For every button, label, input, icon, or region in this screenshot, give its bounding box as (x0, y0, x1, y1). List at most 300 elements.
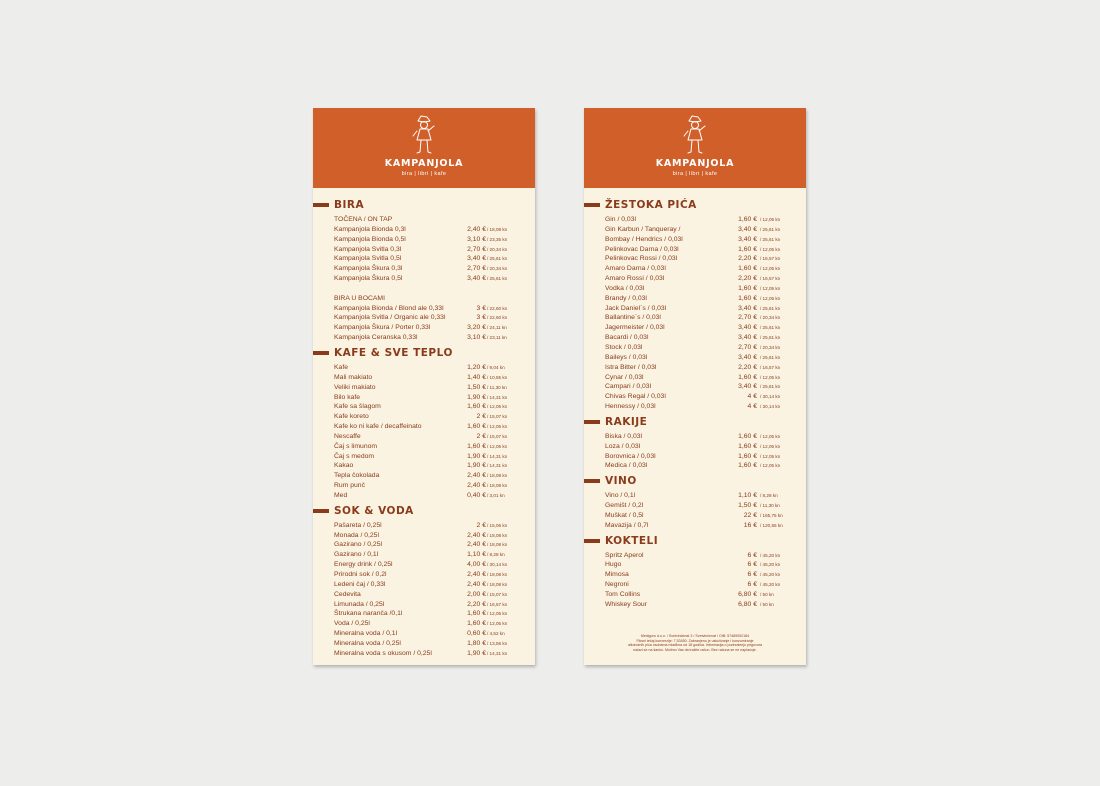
section-subtitle: BIRA U BOCAMI (334, 294, 385, 302)
item-name: Veliki makiato (334, 383, 376, 391)
item-name: Borovnica / 0,03l (605, 452, 656, 460)
menu-item (334, 580, 515, 590)
item-name: Baileys / 0,03l (605, 353, 648, 361)
item-name: Kampanjola Svitla 0,3l (334, 245, 402, 253)
item-name: Tepla čokolada (334, 472, 380, 480)
item-name: Chivas Regal / 0,03l (605, 393, 666, 401)
menu-item (334, 432, 515, 442)
section-title-text: RAKIJE (605, 415, 648, 428)
menu-header (313, 108, 535, 188)
menu-item (334, 363, 515, 373)
item-price-kn: / 18,08 kn (487, 542, 508, 548)
item-name: Rum punč (334, 482, 365, 490)
item-name: Pelinkovac Darna / 0,03l (605, 245, 679, 253)
item-price-kn: / 30,14 kn (760, 394, 781, 400)
menu-item (334, 471, 515, 481)
menu-item (334, 521, 515, 531)
item-price-eur: 6 € (747, 581, 757, 589)
menu-item (334, 639, 515, 649)
menu-section (584, 475, 806, 530)
item-price-kn: / 18,08 kn (487, 572, 508, 577)
item-name: Energy drink / 0,25l (334, 561, 393, 569)
item-name: Cynar / 0,03l (605, 373, 644, 381)
item-name: Kampanjola Bionda 0,3l (334, 225, 406, 233)
item-price-eur: 2,70 € (467, 245, 486, 253)
item-price-kn: / 22,60 kn (487, 315, 508, 321)
item-name: Jagermeister / 0,03l (605, 324, 665, 332)
item-price-eur: 3,40 € (467, 275, 486, 283)
item-name: Med (334, 491, 348, 499)
menu-item (605, 511, 786, 521)
item-price-eur: 1,60 € (467, 620, 486, 628)
menu-item (605, 590, 786, 600)
section-title (313, 199, 535, 213)
menu-item (605, 382, 786, 392)
menu-item (605, 402, 786, 412)
menu-item (605, 570, 786, 580)
brand-tagline: bira | libri | kafe (672, 171, 718, 177)
item-price-kn: / 120,55 kn (760, 522, 783, 528)
menu-item (605, 304, 786, 314)
menu-item (605, 452, 786, 462)
item-name: Amaro Darna / 0,03l (605, 265, 666, 273)
menu-item (605, 333, 786, 343)
menu-item (605, 313, 786, 323)
section-bar (313, 509, 329, 513)
item-price-eur: 1,60 € (738, 245, 757, 253)
item-price-kn: / 14,31 kn (487, 463, 508, 469)
section-title-text: KAFE & SVE TEPLO (334, 346, 453, 359)
item-name: Kafe sa šlagom (334, 403, 381, 411)
section-subtitle: TOČENA / ON TAP (334, 216, 393, 223)
legal-footer (594, 634, 796, 652)
item-price-eur: 1,60 € (467, 610, 486, 618)
menu-item (605, 551, 786, 561)
item-price-eur: 3,40 € (738, 235, 757, 243)
menu-item (605, 245, 786, 255)
menu-item (334, 304, 515, 314)
item-price-eur: 1,60 € (738, 442, 757, 450)
section-bar (584, 539, 600, 543)
item-price-kn: / 18,08 kn (487, 581, 508, 587)
item-name: Čaj s limunom (334, 442, 378, 450)
menu-card-right (584, 108, 806, 665)
item-price-kn: / 14,31 kn (487, 650, 508, 656)
menu-item (605, 363, 786, 373)
menu-item (334, 550, 515, 560)
menu-item (334, 225, 515, 235)
brand-name: KAMPANJOLA (384, 158, 464, 169)
item-price-eur: 2 € (476, 413, 486, 421)
menu-item (605, 264, 786, 274)
item-name: Monada / 0,25l (334, 531, 379, 539)
menu-item (334, 412, 515, 422)
item-name: Štrukana naranča /0,1l (334, 610, 403, 618)
item-price-kn: / 45,20 kn (760, 572, 781, 578)
menu-item (605, 461, 786, 471)
item-price-eur: 2,70 € (738, 314, 757, 322)
menu-item (605, 521, 786, 531)
item-name: Hennessy / 0,03l (605, 403, 656, 411)
menu-body-right (584, 188, 806, 610)
item-price-kn: / 11,30 kn (487, 384, 507, 390)
item-name: Kampanjola Škura 0,5l (334, 275, 403, 283)
item-price-kn: / 20,34 kn (760, 315, 781, 321)
item-name: Nescaffe (334, 432, 361, 440)
item-price-eur: 4 € (747, 393, 757, 401)
item-name: Gin / 0,03l (605, 216, 636, 223)
menu-item (334, 481, 515, 491)
item-price-kn: / 23,35 kn (487, 236, 508, 242)
menu-item (605, 235, 786, 245)
item-price-kn: / 25,61 kn (760, 236, 781, 242)
item-name: Kampanjola Bionda 0,5l (334, 235, 406, 243)
item-price-kn: / 12,05 kn (487, 621, 508, 627)
section-title (584, 416, 806, 430)
item-price-eur: 16 € (743, 521, 757, 529)
item-price-eur: 2,20 € (738, 363, 757, 371)
menu-item (605, 600, 786, 610)
menu-section (584, 199, 806, 412)
menu-item (605, 392, 786, 402)
item-price-kn: / 11,30 kn (760, 503, 780, 509)
menu-item (334, 274, 515, 284)
menu-item (334, 629, 515, 639)
menu-item (334, 540, 515, 550)
item-price-eur: 1,60 € (738, 432, 757, 440)
item-price-eur: 3,20 € (467, 324, 486, 332)
item-name: Medica / 0,03l (605, 462, 648, 470)
item-name: Jack Daniel`s / 0,03l (605, 304, 667, 312)
menu-item (334, 333, 515, 343)
item-name: Amaro Rossi / 0,03l (605, 275, 665, 283)
item-name: Gemišt / 0,2l (605, 502, 644, 510)
item-name: Kafe koreto (334, 413, 369, 421)
menu-item (605, 442, 786, 452)
item-price-kn: / 12,05 kn (760, 374, 781, 380)
item-price-eur: 2,40 € (467, 531, 486, 539)
item-price-kn: / 15,07 kn (487, 591, 508, 597)
menu-section (313, 505, 535, 659)
item-price-eur: 3,40 € (738, 334, 757, 342)
menu-header (584, 108, 806, 188)
menu-item (605, 225, 786, 235)
item-name: Mineralna voda / 0,1l (334, 630, 398, 638)
item-price-eur: 3,10 € (467, 334, 486, 342)
item-name: Istra Bitter / 0,03l (605, 363, 657, 371)
item-price-eur: 2 € (476, 521, 486, 529)
item-price-eur: 2,00 € (467, 590, 486, 598)
item-name: Kafe (334, 363, 348, 371)
item-price-kn: / 12,05 kn (760, 217, 781, 222)
item-price-eur: 1,60 € (738, 452, 757, 460)
section-title-text: ŽESTOKA PIĆA (605, 199, 697, 211)
item-name: Brandy / 0,03l (605, 294, 647, 302)
menu-item (334, 491, 515, 501)
item-price-eur: 2,20 € (738, 275, 757, 283)
item-name: Limunada / 0,25l (334, 600, 385, 608)
item-price-eur: 22 € (743, 511, 757, 519)
item-price-kn: / 12,05 kn (487, 443, 508, 449)
footer-line: Medigoro d.o.o. / Svetvinčenat 3 / Svetvinčenat / OIB: 57489052184 (640, 634, 750, 638)
item-name: Pelinkovac Rossi / 0,03l (605, 255, 678, 263)
item-price-kn: / 18,08 kn (487, 226, 508, 232)
item-price-eur: 3,10 € (467, 235, 486, 243)
item-name: Vodka / 0,03l (605, 284, 645, 292)
item-price-eur: 6 € (747, 561, 757, 569)
item-price-eur: 2,70 € (738, 343, 757, 351)
section-title (584, 199, 806, 213)
item-price-kn: / 12,05 kn (487, 611, 508, 617)
menu-item (334, 600, 515, 610)
menu-item (334, 245, 515, 255)
item-price-kn: / 12,05 kn (760, 285, 781, 291)
menu-item (334, 619, 515, 629)
menu-item (605, 323, 786, 333)
item-name: Pašareta / 0,25l (334, 521, 382, 529)
menu-item (334, 383, 515, 393)
menu-body-left (313, 188, 535, 659)
item-price-kn: / 8,28 kn (487, 552, 505, 558)
item-price-kn: / 25,61 kn (487, 276, 508, 282)
item-price-kn: / 12,05 kn (487, 404, 508, 410)
section-title-text: SOK & VODA (334, 504, 414, 517)
item-name: Mali makiato (334, 373, 373, 381)
item-price-eur: 2,20 € (467, 600, 486, 608)
menu-item (334, 422, 515, 432)
mascot-logo-icon (680, 114, 710, 156)
item-price-eur: 2,70 € (467, 265, 486, 273)
item-price-kn: / 15,07 kn (487, 414, 508, 420)
item-price-kn: / 12,05 kn (760, 246, 781, 252)
item-price-kn: / 12,05 kn (760, 433, 781, 439)
item-name: Voda / 0,25l (334, 620, 370, 628)
item-price-eur: 1,50 € (738, 502, 757, 510)
item-price-eur: 3,40 € (467, 255, 486, 263)
item-price-eur: 1,90 € (467, 649, 486, 657)
item-price-eur: 6 € (747, 571, 757, 579)
item-price-kn: / 15,07 kn (487, 433, 508, 439)
item-price-kn: / 25,61 kn (760, 335, 781, 341)
item-price-eur: 2,40 € (467, 482, 486, 490)
item-name: Ledeni čaj / 0,33l (334, 580, 386, 588)
item-price-eur: 2,40 € (467, 225, 486, 233)
menu-item (605, 274, 786, 284)
item-name: Negroni (605, 581, 629, 589)
item-price-kn: / 23,11 kn (487, 335, 507, 341)
item-price-kn: / 4,52 kn (487, 631, 505, 637)
menu-item (605, 491, 786, 501)
item-price-kn: / 45,20 kn (760, 582, 781, 588)
section-bar (313, 203, 329, 207)
item-name: Bombay / Hendrics / 0,03l (605, 235, 683, 243)
item-name: Bacardi / 0,03l (605, 334, 649, 342)
item-price-kn: / 20,34 kn (487, 266, 508, 272)
menu-item (334, 570, 515, 580)
menu-item (334, 393, 515, 403)
menu-item (334, 235, 515, 245)
menu-item (605, 284, 786, 294)
item-price-kn: / 16,57 kn (760, 364, 781, 370)
brand-name: KAMPANJOLA (655, 158, 735, 169)
item-price-eur: 1,60 € (467, 442, 486, 450)
item-price-eur: 3,40 € (738, 353, 757, 361)
section-bar (584, 420, 600, 424)
item-name: Hugo (605, 561, 622, 569)
item-price-eur: 6,80 € (738, 591, 757, 598)
item-price-eur: 1,60 € (738, 373, 757, 381)
item-price-kn: / 25,61 kn (760, 226, 781, 232)
item-price-eur: 1,60 € (738, 284, 757, 292)
item-name: Mavazija / 0,7l (605, 521, 649, 529)
item-price-eur: 2,40 € (467, 541, 486, 549)
section-title (584, 535, 806, 549)
menu-item (334, 649, 515, 659)
menu-item (334, 402, 515, 412)
item-name: Kampanjola Svitla / Organic ale 0,33l (334, 314, 446, 322)
menu-item (605, 580, 786, 590)
section-title-text: BIRA (334, 199, 365, 211)
menu-card-left (313, 108, 535, 665)
item-price-eur: 1,60 € (738, 294, 757, 302)
footer-line: alkoholnih pića osobama mlađima od 18 godina. Informacija o podnošenju prigovora (627, 643, 763, 648)
item-price-eur: 1,10 € (467, 551, 486, 559)
item-price-eur: 3,40 € (738, 383, 757, 391)
item-price-kn: / 18,08 kn (487, 483, 508, 489)
menu-item (334, 373, 515, 383)
footer-line: Fiksni tečaj konverzije: 7,53450. Zabranjeno je usluživanje i konzumiranje (636, 638, 754, 643)
item-price-kn: / 16,57 kn (760, 256, 781, 262)
item-price-eur: 2,40 € (467, 472, 486, 480)
item-price-eur: 1,60 € (467, 403, 486, 411)
item-name: Biska / 0,03l (605, 432, 643, 440)
item-price-eur: 0,40 € (467, 491, 486, 499)
item-price-kn: / 30,14 kn (487, 562, 508, 568)
item-price-eur: 4 € (747, 403, 757, 411)
item-price-kn: / 25,61 kn (760, 305, 781, 311)
item-price-eur: 2 € (476, 432, 486, 440)
item-price-kn: / 12,05 kn (760, 453, 781, 459)
item-name: Vino / 0,1l (605, 492, 636, 500)
item-name: Muškat / 0,5l (605, 511, 644, 519)
item-price-kn: / 20,34 kn (760, 344, 781, 350)
item-price-kn: / 25,61 kn (760, 384, 781, 390)
item-price-eur: 1,60 € (738, 462, 757, 470)
item-name: Ballantine`s / 0,03l (605, 314, 661, 322)
section-bar (313, 351, 329, 355)
item-name: Whiskey Sour (605, 600, 647, 608)
item-name: Campari / 0,03l (605, 383, 652, 391)
menu-item (334, 452, 515, 462)
menu-item (605, 343, 786, 353)
item-name: Loza / 0,03l (605, 442, 641, 450)
menu-section (313, 199, 535, 343)
menu-item (334, 531, 515, 541)
item-price-eur: 2,40 € (467, 571, 486, 578)
item-price-kn: / 9,04 kn (487, 364, 505, 370)
item-price-eur: 1,20 € (467, 363, 486, 371)
menu-item (334, 609, 515, 619)
item-price-eur: 2,40 € (467, 580, 486, 588)
item-name: Mimosa (605, 571, 629, 579)
menu-section (313, 347, 535, 501)
item-price-eur: 1,40 € (467, 373, 486, 381)
item-name: Cedevita (334, 590, 361, 598)
item-price-kn: / 25,61 kn (760, 325, 781, 331)
menu-section (584, 416, 806, 471)
section-title-text: KOKTELI (605, 534, 659, 547)
item-price-kn: / 165,75 kn (760, 512, 783, 518)
item-name: Kampanjola Škura 0,3l (334, 265, 403, 273)
item-price-kn: / 30,14 kn (760, 404, 781, 410)
menu-item (605, 353, 786, 363)
mascot-logo-icon (409, 114, 439, 156)
item-name: Čaj s medom (334, 452, 375, 460)
menu-item (605, 215, 786, 225)
item-price-kn: / 12,05 kn (760, 295, 781, 301)
item-price-kn: / 15,06 kn (487, 522, 508, 528)
item-price-kn: / 14,31 kn (487, 394, 508, 400)
item-name: Kampanjola Škura / Porter 0,33l (334, 324, 431, 332)
item-price-kn: / 50 kn (760, 592, 774, 597)
item-price-eur: 3,40 € (738, 225, 757, 233)
section-title (313, 505, 535, 519)
footer-line: nalazi se na šanku. Molimo Vas da tražite račun. Bez računa se ne naplaćuje. (633, 647, 757, 652)
item-price-kn: / 22,60 kn (487, 305, 508, 311)
section-bar (584, 479, 600, 483)
section-title (584, 475, 806, 489)
item-price-eur: 6,80 € (738, 600, 757, 608)
item-name: Gazirano / 0,1l (334, 551, 379, 559)
item-price-eur: 3,40 € (738, 324, 757, 332)
item-name: Spritz Aperol (605, 551, 644, 559)
item-name: Prirodni sok / 0,2l (334, 571, 387, 578)
item-price-eur: 3 € (476, 314, 486, 322)
item-price-kn: / 12,05 kn (760, 463, 781, 469)
item-name: Mineralna voda s okusom / 0,25l (334, 649, 432, 657)
menu-item (605, 560, 786, 570)
item-price-kn: / 12,05 kn (760, 266, 781, 272)
item-price-eur: 3,40 € (738, 304, 757, 312)
menu-item (605, 294, 786, 304)
item-price-eur: 1,60 € (738, 265, 757, 273)
item-price-eur: 4,00 € (467, 561, 486, 569)
brand-tagline: bira | libri | kafe (401, 171, 447, 177)
section-title-text: VINO (605, 475, 637, 488)
item-price-eur: 0,60 € (467, 630, 486, 638)
item-price-eur: 1,10 € (738, 492, 757, 500)
menu-item (334, 264, 515, 274)
section-bar (584, 203, 600, 207)
menu-item (334, 560, 515, 570)
menu-item (605, 254, 786, 264)
item-price-kn: / 20,34 kn (487, 246, 508, 252)
item-price-kn: / 10,55 kn (487, 374, 508, 380)
item-price-kn: / 25,61 kn (487, 256, 508, 262)
item-price-kn: / 45,20 kn (760, 552, 781, 558)
item-price-kn: / 12,05 kn (487, 424, 508, 430)
item-name: Kakao (334, 462, 354, 470)
item-name: Tom Collins (605, 591, 641, 598)
menu-item (605, 501, 786, 511)
menu-item (334, 313, 515, 323)
menu-item (334, 254, 515, 264)
item-price-kn: / 8,28 kn (760, 493, 778, 499)
item-price-eur: 1,60 € (467, 423, 486, 431)
item-price-eur: 1,90 € (467, 462, 486, 470)
item-name: Mineralna voda / 0,25l (334, 639, 401, 647)
item-price-kn: / 3,01 kn (487, 492, 505, 498)
